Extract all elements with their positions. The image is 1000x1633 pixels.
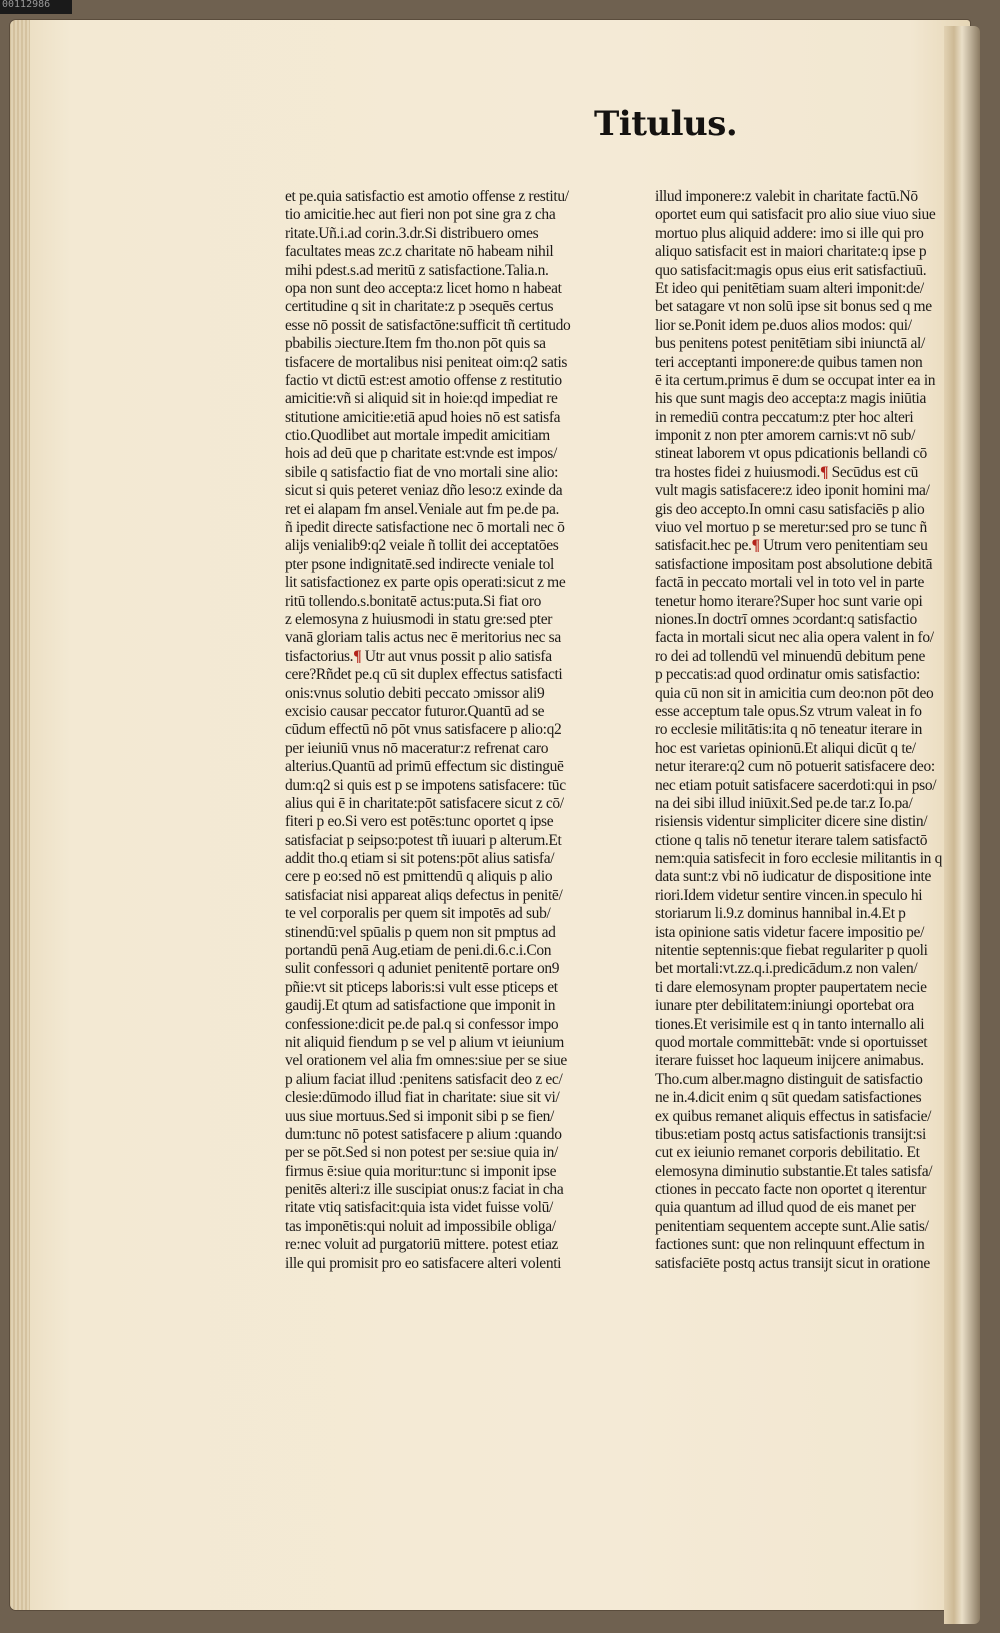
text-line: pter psone indignitatē.sed indirecte veniale tol: [285, 555, 554, 573]
text-line: stineat laborem vt opus pdicationis bellandi cō: [655, 445, 927, 463]
text-line: facultates meas zc.z charitate nō habeam nihil: [285, 243, 554, 261]
text-column-left: [285, 188, 625, 1273]
text-line: niones.In doctrī omnes ɔcordant:q satisfactio: [655, 610, 917, 628]
text-line: satisfacit.hec pe.¶ Utrum vero penitentiam seu: [655, 537, 928, 555]
text-line: ritū tollendo.s.bonitatē actus:puta.Si fiat oro: [285, 592, 542, 610]
text-line: p alium faciat illud :penitens satisfacit deo z ec/: [285, 1070, 563, 1088]
text-line: bet mortali:vt.zz.q.i.predicādum.z non valen/: [655, 960, 918, 978]
text-line: ro ecclesie militātis:ita q nō teneatur iterare in: [655, 721, 922, 739]
text-line: data sunt:z vbi nō iudicatur de dispositione inte: [655, 868, 932, 886]
text-line: factā in peccato mortali vel in toto vel in parte: [655, 574, 925, 592]
text-line: cut ex ieiunio remanet corporis debilitatio. Et: [655, 1144, 920, 1162]
text-line: netur iterare:q2 cum nō potuerit satisfacere deo:: [655, 758, 935, 776]
text-line: lior se.Ponit idem pe.duos alios modos: qui/: [655, 316, 912, 334]
text-line: alijs venialib9:q2 veiale ñ tollit dei acceptatōes: [285, 537, 559, 555]
text-line: vult magis satisfacere:z ideo iponit homini ma/: [655, 482, 930, 500]
text-line: re:nec voluit ad purgatoriū mittere. potest etiaz: [285, 1236, 559, 1254]
text-line: vanā gloriam talis actus nec ē meritorius nec sa: [285, 629, 561, 647]
text-line: addit tho.q etiam si sit potens:pōt alius satisfa/: [285, 850, 555, 868]
text-line: ti dare elemosynam propter paupertatem necie: [655, 978, 927, 996]
text-line: ret ei alapam fm ansel.Veniale aut fm pe.de pa.: [285, 500, 560, 518]
text-line: ne in.4.dicit enim q sūt quedam satisfactiones: [655, 1089, 922, 1107]
text-line: elemosyna diminutio substantie.Et tales satisfa/: [655, 1162, 933, 1180]
text-line: ē ita certum.primus ē dum se occupat inter ea in: [655, 371, 936, 389]
text-line: ritate vtiq satisfacit:quia ista videt fuisse volū/: [285, 1199, 553, 1217]
text-line: ex quibus remanet aliquis effectus in satisfacie/: [655, 1107, 932, 1125]
text-line: certitudine q sit in charitate:z p ɔsequēs certus: [285, 298, 554, 316]
text-line: cere p eo:sed nō est pmittendū q aliquis p alio: [285, 868, 553, 886]
text-line: stitutione amicitie:etiā apud hoies nō est satisfa: [285, 408, 561, 426]
text-line: ille qui promisit pro eo satisfacere alteri volenti: [285, 1254, 562, 1272]
text-line: p peccatis:ad quod ordinatur omis satisfactio:: [655, 666, 920, 684]
text-line: tiones.Et verisimile est q in tanto internallo ali: [655, 1015, 925, 1033]
text-line: cere?Rñdet pe.q cū sit duplex effectus satisfacti: [285, 666, 563, 684]
text-line: tenetur homo iterare?Super hoc sunt varie opi: [655, 592, 923, 610]
text-line: oportet eum qui satisfacit pro alio siue viuo siue: [655, 206, 936, 224]
text-line: ctiones in peccato facte non oportet q iterentur: [655, 1181, 927, 1199]
text-line: vel orationem vel alia fm omnes:siue per se siue: [285, 1052, 567, 1070]
text-line: riori.Idem videtur sentire vincen.in speculo hi: [655, 886, 923, 904]
text-line: et pe.quia satisfactio est amotio offense z restitu/: [285, 188, 569, 205]
text-line: stinendū:vel spūalis p quem non sit pmptus ad: [285, 923, 556, 941]
text-line: satisfaciēte postq actus transijt sicut in oratione: [655, 1254, 930, 1272]
text-column-right: [655, 188, 980, 1273]
text-line: his que sunt magis deo accepta:z magis iniūtia: [655, 390, 927, 408]
text-line: opa non sunt deo accepta:z licet homo n habeat: [285, 279, 562, 297]
text-line: penitentiam sequentem accepte sunt.Alie satis/: [655, 1217, 929, 1235]
text-line: uus siue mortuus.Sed si imponit sibi p se fien/: [285, 1107, 555, 1125]
text-line: Et ideo qui penitētiam suam alteri imponit:de/: [655, 279, 924, 297]
text-line: esse nō possit de satisfactōne:sufficit tñ certitudo: [285, 316, 571, 334]
book-page: [10, 20, 970, 1610]
text-line: alterius.Quantū ad primū effectum sic distinguē: [285, 758, 564, 776]
text-line: hois ad deū que p charitate est:vnde est impos/: [285, 445, 557, 463]
text-line: ro dei ad tollendū vel minuendū debitum pene: [655, 647, 925, 665]
text-line: mihi pdest.s.ad meritū z satisfactione.Talia.n.: [285, 261, 549, 279]
text-line: onis:vnus solutio debiti peccato ɔmissor ali9: [285, 684, 545, 702]
text-line: sulit confessori q aduniet penitentē portare on9: [285, 960, 560, 978]
text-line: imponit z non pter amorem carnis:vt nō sub/: [655, 427, 916, 445]
text-line: satisfaciat p seipso:potest tñ iuuari p alterum.Et: [285, 831, 562, 849]
text-line: na dei sibi illud iniūxit.Sed pe.de tar.z Io.pa/: [655, 794, 913, 812]
text-line: iterare fuisset hoc laqueum inijcere animabus.: [655, 1052, 924, 1070]
text-line: ista opinione satis videtur facere impositio pe/: [655, 923, 925, 941]
text-line: ctione q talis nō tenetur iterare talem satisfactō: [655, 831, 928, 849]
text-line: quia quantum ad illud quod de eis manet per: [655, 1199, 916, 1217]
text-line: pñie:vt sit pticeps laboris:si vult esse pticeps et: [285, 978, 558, 996]
text-line: storiarum li.9.z dominus hannibal in.4.Et p: [655, 905, 906, 923]
text-line: tra hostes fidei z huiusmodi.¶ Secūdus est cū: [655, 463, 918, 481]
text-line: gis deo accepto.In omni casu satisfaciēs p alio: [655, 500, 925, 518]
text-line: illud imponere:z valebit in charitate factū.Nō: [655, 188, 918, 205]
text-line: iunare pter debilitatem:iniungi oportebat ora: [655, 997, 914, 1015]
text-line: te vel corporalis per quem sit impotēs ad sub/: [285, 905, 551, 923]
text-line: per se pōt.Sed si non potest per se:siue quia in/: [285, 1144, 558, 1162]
text-line: per ieiuniū vnus nō maceratur:z refrenat caro: [285, 739, 549, 757]
text-line: firmus ē:siue quia moritur:tunc si imponit ipse: [285, 1162, 557, 1180]
text-line: alius qui ē in charitate:pōt satisfacere sicut z cō/: [285, 794, 564, 812]
text-line: quo satisfacit:magis opus eius erit satisfactiuū.: [655, 261, 927, 279]
text-line: ritate.Uñ.i.ad corin.3.dr.Si distribuero omes: [285, 224, 539, 242]
text-line: nit aliquid fiendum p se vel p alium vt ieiunium: [285, 1033, 564, 1051]
text-line: risiensis videntur simpliciter dicere sine distin/: [655, 813, 928, 831]
text-line: ctio.Quodlibet aut mortale impedit amicitiam: [285, 427, 550, 445]
text-line: portandū penā Aug.etiam de peni.di.6.c.i.Con: [285, 942, 552, 960]
scan-label: 00112986: [0, 0, 72, 14]
text-line: tibus:etiam postq actus satisfactionis transijt:si: [655, 1125, 926, 1143]
text-line: factiones sunt: que non relinquunt effectum in: [655, 1236, 925, 1254]
text-line: excisio causar peccator futuror.Quantū ad se: [285, 702, 545, 720]
text-line: dum:q2 si quis est p se impotens satisfacere: tūc: [285, 776, 566, 794]
text-line: fiteri p eo.Si vero est potēs:tunc oportet q ipse: [285, 813, 554, 831]
text-line: quia cū non sit in amicitia cum deo:non pōt deo: [655, 684, 934, 702]
text-line: satisfactione impositam post absolutione debitā: [655, 555, 933, 573]
text-line: gaudij.Et qtum ad satisfactione que imponit in: [285, 997, 556, 1015]
text-line: clesie:dūmodo illud fiat in charitate: siue sit vi/: [285, 1089, 560, 1107]
text-line: facta in mortali sicut nec alia opera valent in fo/: [655, 629, 934, 647]
text-line: esse acceptum tale opus.Sz vtrum valeat in fo: [655, 702, 922, 720]
text-line: satisfaciat nisi appareat aliqs defectus in penitē/: [285, 886, 563, 904]
text-line: mortuo plus aliquid addere: imo si ille qui pro: [655, 224, 924, 242]
text-line: teri acceptanti imponere:de quibus tamen non: [655, 353, 923, 371]
text-line: dum:tunc nō potest satisfacere p alium :quando: [285, 1125, 562, 1143]
text-line: in remediū contra peccatum:z pter hoc alteri: [655, 408, 914, 426]
text-line: bus penitens potest penitētiam sibi iniunctā al/: [655, 335, 925, 353]
text-line: nem:quia satisfecit in foro ecclesie militantis in q: [655, 850, 942, 868]
text-line: tisfactorius.¶ Utr aut vnus possit p alio satisfa: [285, 647, 552, 665]
text-line: hoc est varietas opinionū.Et aliqui dicūt q te/: [655, 739, 916, 757]
text-line: sicut si quis peteret veniaz dño leso:z exinde da: [285, 482, 563, 500]
text-line: cūdum effectū nō pōt vnus satisfacere p alio:q2: [285, 721, 562, 739]
text-line: sibile q satisfactio fiat de vno mortali sine alio:: [285, 463, 559, 481]
text-line: viuo vel mortuo p se meretur:sed pro se tunc ñ: [655, 519, 927, 537]
text-line: lit satisfactionez ex parte opis operati:sicut z me: [285, 574, 566, 592]
text-line: confessione:dicit pe.de pal.q si confessor impo: [285, 1015, 559, 1033]
text-line: tisfacere de mortalibus nisi peniteat oim:q2 satis: [285, 353, 568, 371]
running-head: Titulus.: [594, 104, 738, 144]
text-line: nec etiam potuit satisfacere sacerdoti:qui in pso/: [655, 776, 937, 794]
text-line: pbabilis ɔiecture.Item fm tho.non pōt quis sa: [285, 335, 546, 353]
text-line: Tho.cum alber.magno distinguit de satisfactio: [655, 1070, 923, 1088]
text-line: ñ ipedit directe satisfactione nec ō mortali nec ō: [285, 519, 565, 537]
text-line: penitēs alteri:z ille suscipiat onus:z faciat in cha: [285, 1181, 564, 1199]
text-line: amicitie:vñ si aliquid sit in hoie:qd impediat re: [285, 390, 558, 408]
text-line: tio amicitie.hec aut fieri non pot sine gra z cha: [285, 206, 556, 224]
text-line: nitentie septennis:que fiebat regulariter p quoli: [655, 942, 928, 960]
text-line: z elemosyna z huiusmodi in statu gre:sed pter: [285, 610, 553, 628]
text-line: tas imponētis:qui noluit ad impossibile obliga/: [285, 1217, 556, 1235]
text-line: aliquo satisfacit est in maiori charitate:q ipse p: [655, 243, 927, 261]
text-line: quod mortale committebāt: vnde si oportuisset: [655, 1033, 928, 1051]
text-line: bet satagare vt non solū ipse sit bonus sed q me: [655, 298, 932, 316]
page-edge-left: [10, 20, 30, 1610]
text-line: factio vt dictū est:est amotio offense z restitutio: [285, 371, 562, 389]
